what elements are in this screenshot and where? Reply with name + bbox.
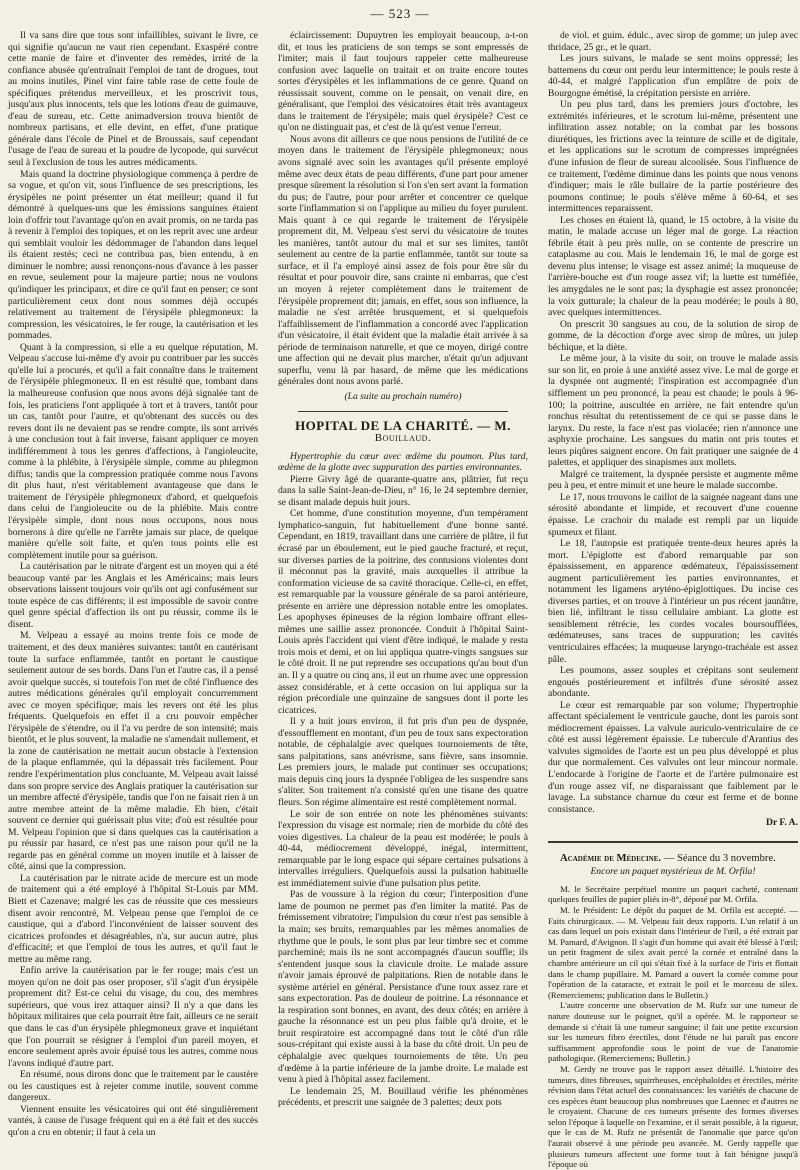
paragraph: M. le Secrétaire perpétuel montre un paquet cacheté, contenant quelques feuilles de papier pliés in-8°, déposé par M. Orfila. — [548, 883, 798, 905]
paragraph: L'autre concerne une observation de M. Rufz sur une tumeur de nature douteuse sur le poignet, qu'il a opérée. M. le rapporteur se demande si c'était là une tumeur sanguine; il fait une petite excursion sur les tumeurs fibro érectiles, dont l'étude ne lui paraît pas encore suffisamment approfondie sous le point de vue de l'anatomie pathologique. (Remerciemens; Bulletin.) — [548, 1000, 798, 1064]
academy-subtitle: Encore un paquet mystérieux de M. Orfila! — [590, 866, 756, 878]
academy-session: — Séance du 3 novembre. — [663, 852, 776, 864]
divider — [298, 411, 508, 412]
left-column — [8, 30, 258, 1156]
paragraph: Les poumons, assez souples et crépitans sont seulement engoués postérieurement et infiltrés d'une sérosité assez abondante. — [548, 665, 798, 700]
paragraph: Mais quand la doctrine physiologique commença à perdre de sa vogue, et qu'on vit, sous l'influence de ses prescriptions, les érysipèles ne point présenter un état meilleur; quand il fut démontré à quelques-uns que les émissions sanguines étaient loin d'offrir tout l'avantage qu'on en avait promis, on ne tarda pas à revenir à l'emploi des topiques, et on les reprit avec une ardeur qui semblait vouloir les dédommager de l'abandon dans lequel ils étaient restés; ceci ne contribua pas, bien entendu, à en diminuer le nombre; aussi renonçons-nous d'avance à les passer en revue, seulement pour la majeure partie; nous ne voulons qu'indiquer les principaux, et dire ce qu'il faut en penser; ce sont particulièrement ceux dont nous sommes déjà occupés relativement au traitement de l'érysipèle phlegmoneux: la compression, les vésicatoires, le fer rouge, la cautérisation et les pommades. — [8, 168, 258, 342]
continued-note: (La suite au prochain numéro) — [344, 390, 462, 402]
paragraph: de viol. et guim. édulc., avec sirop de gomme; un julep avec thridace, 25 gr., et le quart. — [548, 30, 798, 53]
paragraph: Le cœur est remarquable par son volume; l'hypertrophie affectant spécialement le ventricule gauche, dont les parois sont médiocrement épaisses. La valvule auriculo-ventriculaire de ce côté est aussi légèrement épaissie. Le tubercule d'Arantius des valvules sigmoïdes de l'aorte est un peu plus développé et plus dur que normalement. Ces valvules ont leur mincour normale. L'endocarde à l'origine de l'aorte et de l'artère pulmonaire est d'un rouge assez vif, ne disparaissant que faiblement par le lavage. La substance charnue du cœur est ferme et de bonne consistance. — [548, 699, 798, 815]
paragraph: Malgré ce traitement, la dyspnée persiste et augmente même peu à peu, et entre minuit et une heure le malade succombe. — [548, 468, 798, 492]
paragraph: Viennent ensuite les vésicatoires qui ont été singulièrement vantés, à cause de l'usage fréquent qui en a été fait et des succès qu'on a cru en obtenir; il faut à cela un — [8, 1103, 258, 1138]
paragraph: Les choses en étaient là, quand, le 15 octobre, à la visite du matin, le malade accuse un léger mal de gorge. La réaction fébrile était à peu près nulle, on se contente de prescrire un cataplasme au cou. Mais le lendemain 16, le mal de gorge est devenu plus intense; le visage est assez animé; la muqueuse de l'arrière-bouche est d'un rouge assez vif; la luette est tuméfiée, les amygdales ne le sont pas; la dysphagie est assez prononcée; la voix gutturale; la chaleur de la peau modérée; le pouls à 80, avec quelques intermittences. — [548, 214, 798, 319]
paragraph: La cautérisation par le nitrate acide de mercure est un mode de traitement qui a été employé à l'hôpital St-Louis par MM. Biett et Cazenave; malgré les cas de réussite que ces messieurs disent avoir rencontré, M. Velpeau pense que l'emploi de ce caustique, qui a d'abord l'inconvénient de laisser souvent des cicatrices profondes et désagréables, n'a, sur aucun autre, plus d'efficacité; et que l'emploi de tous les autres, et qu'il faut le mettre au même rang. — [8, 872, 258, 965]
paragraph: Quant à la compression, si elle a eu quelque réputation, M. Velpeau s'accuse lui-même d'y avoir pu contribuer par les succès qu'elle lui a procurés, et qu'il a fait connaître dans le traitement de l'érysipèle phlegmoneux. Il en est résulté que, tombant dans la malheureuse confusion que nous avons déjà signalée tant de fois, les praticiens l'ont appliquée à tort et à travers, tantôt pour un cas, tantôt pour l'autre, et qu'obtenant des succès ou des revers dont ils ne devaient pas se rendre compte, ils sont arrivés à une conclusion tout à fait inverse, faisant appliquer ce moyen indifféremment à tous les genres d'affections, à l'angioleucite, comme à la phlébite, à l'érysipèle simple, comme au phlegmon diffus; tandis que la compression pratiquée comme nous l'avons dit plus haut, n'est véritablement avantageuse que dans le traitement de l'érysipèle phlegmoneux d'abord, et quelquefois dans celui de l'angioleucite ou de la phlébite. Mais contre l'érysipèle simple, dont nous nous occupons, nous nous bornerons à dire qu'elle ne l'arrête jamais sur place, de quelque manière qu'elle soit faite, et qu'en tous points elle est complètement inutile pour sa guérison. — [8, 341, 258, 561]
section-title-text: HOPITAL DE LA CHARITÉ. — M. — [295, 417, 511, 433]
paragraph: Le 17, nous trouvons le caillot de la saignée nageant dans une sérosité abondante et limpide, et recouvert d'une couenne épaisse. Le crachoir du malade est rempli par un liquide spumeux et filant. — [548, 491, 798, 538]
signature: Dr F. A. — [766, 817, 798, 829]
paragraph: Le 18, l'autopsie est pratiquée trente-deux heures après la mort. L'épiglotte est d'abord remarquable par son épaississement, en apparence œdémateux, l'épaississement augment particulièrement les parties environnantes, et notamment les ligamens aryténo-épiglottiques. Du incise ces diverses parties, et on trouve à l'intérieur un pus récent jaunâtre, bien lié, infiltrant le tissu cellulaire ambiant. La glotte est sensiblement rétrécie, les cordes vocales boursoufflées, œdémateuses, sans traces de suppuration; les cavités ventriculaires effacées; la muqueuse laryngo-trachéale est assez pâle. — [548, 538, 798, 665]
paragraph: Un peu plus tard, dans les premiers jours d'octobre, les extrémités inférieures, et le scrotum lui-même, présentent une infiltration assez notable; on la combat par les bossons diurétiques, les frictions avec la teinture de scille et de digitale, et les applications sur le scrotum de compresses imprégnées d'une infusion de fleur de sureau alcoolisée. Sous l'influence de ce traitement, l'œdème diminue dans les points que nous venons d'indiquer; mais le râle bullaire de la partie postérieure des poumons continue; le pouls s'élève même à 60-64, et ses intermittences reparaissent. — [548, 99, 798, 215]
paragraph: Nous avons dit ailleurs ce que nous pensions de l'utilité de ce moyen dans le traitement de l'érysipèle phlegmoneux; nous avons signalé avec soin les avantages qu'il présente employé même avec deux états de peau différents, d'une part pour amener presque sûrement la résolution si l'on s'en sert avant la formation du pus; de l'autre, pour pour arrêter et concentrer ce quelque sorte l'inflammation si on l'applique au milieu du foyer purulent. Mais quant à ce qui regarde le traitement de l'érysipèle proprement dit, M. Velpeau s'est servi du vésicatoire de toutes les manières, tantôt autour du mal et sur ses limites, tantôt seulement au centre de la partie enflammée, tantôt sur toute sa surface, et il l'a employé ainsi assez de fois pour être sûr du résultat et pour pouvoir dire, sans crainte ni embarras, que c'est un moyen à rejeter complètement dans le traitement de l'érysipèle proprement dit; jamais, en effet, sous son influence, la maladie ne s'est arrêtée brusquement, et si quelquefois l'affaiblissement de l'inflammation a concordé avec l'application d'un vésicatoire, il était évident que la maladie était arrivée à sa période de terminaison naturelle, et que ce moyen, dirigé contre une affection qui ne devait plus marcher, n'était qu'un adjuvant superflu, venu là par hasard, de même que les médications générales dont nous avons parlé. — [278, 133, 528, 388]
academy-title: Académie de Médecine. — [560, 852, 662, 864]
paragraph: Les jours suivans, le malade se sent moins oppressé; les battemens du cœur ont perdu leur intermittence; le pouls reste à 40-44, et malgré l'application d'un emplâtre de poix de Bourgogne émétisé, la crépitation persiste en arrière. — [548, 53, 798, 99]
paragraph: Il va sans dire que tous sont infaillibles, suivant le livre, ce qui signifie qu'aucun ne vaut rien cependant. Exaspéré contre cette manie de faire et d'inventer des remèdes, irrité de la confiance abusée qu'entraînait l'emploi de tant de drogues, tout au moins inutiles, Pinel vint faire table rase de cette foule de spécifiques prétendus merveilleux, et les proscrivit tous, jusqu'aux plus innocents, tels que les lotions d'eau de guimauve, d'eau de sureau, etc. Cette animadversion trouva bientôt de nombreux partisans, et elle devint, en effet, d'une pratique générale dans l'école de Pinel et de Broussais, sauf cependant l'usage de l'eau de sureau et la poudre de lycopode, qui survécut seul à l'exclusion de tous les autres médicaments. — [8, 30, 258, 169]
paragraph: Le soir de son entrée on note les phénomènes suivants: l'expression du visage est normale; rien de morbide du côté des voies digestives. La chaleur de la peau est modérée; le pouls à 40-44, médiocrement développé, inégal, intermittent, remarquable par le long espace qui sépare certaines pulsations à intervalles irréguliers. Quelquefois aussi la pulsation habituelle est immédiatement suivie d'une pulsation plus petite. — [278, 808, 528, 889]
divider — [548, 841, 798, 843]
paragraph: M. Velpeau a essayé au moins trente fois ce mode de traitement, et des deux manières suivantes: tantôt en cautérisant toute la surface enflammée, tantôt en portant le caustique seulement autour de ses bords. Dans l'un et l'autre cas, il a pensé avoir quelque succès, si toutefois l'on met de côté l'influence des autres médications générales qu'il employait concurremment avec ce moyen spécifique; mais les revers ont été les plus fréquents. Quelquefois en effet il a cru pouvoir empêcher l'érysipèle de s'étendre, ou il l'a vu perdre de son intensité; mais bientôt, et le plus souvent, la maladie ne s'amendait nullement, et la zone de cautérisation ne mettait aucun obstacle à l'extension de la plaque enflammée, qui la dépassait très facilement. Pour rendre l'expérimentation plus concluante, M. Velpeau avait laissé dans son propre service des Anglais pratiquer la cautérisation sur un membre affecté d'érysipèle, tandis que l'on ne faisait rien à un autre membre atteint de la même maladie. Eh bien, c'était souvent ce dernier qui guérissait plus vite; d'où est résultée pour M. Velpeau l'opinion que si dans quelques cas la cautérisation a pu réussir par hasard, ce n'est pas une raison pour qu'il ne la regarde pas en général comme un moyen inutile et à laisser de côté, ainsi que la compression. — [8, 630, 258, 873]
middle-column — [278, 30, 528, 1156]
right-column — [548, 30, 798, 1170]
paragraph: Cet homme, d'une constitution moyenne, d'un tempérament lymphatico-sanguin, fut habituellement d'une bonne santé. Cependant, en 1819, travaillant dans une carrière de plâtre, il fut écrasé par un éboulement, eut le pied gauche fracturé, et reçut, sur diverses parties de la poitrine, des contusions violentes dont il méconnut pas la gravité, mais auxquelles il attribue la conformation vicieuse de sa cavité thoracique. Celle-ci, en effet, est remarquable par la voussure générale de sa paroi antérieure, présente en arrière une dépression notable entre les omoplates. Les apophyses épineuses de la région lombaire offrant elles-mêmes une saillie assez prononcée. Conduit à l'hôpital Saint-Louis après l'accident qui vient d'être indiqué, le malade y resta trois mois et demi, et on lui appliqua quatre-vingts sangsues sur le côté droit. Il ne put reprendre ses occupations qu'au bout d'un an. Il y a quatre ou cinq ans, il eut un rhume avec une oppression assez considérable, et à cette occasion on lui appliqua sur la région précordiale une quinzaine de sangsues dont il porte les cicatrices. — [278, 508, 528, 716]
paragraph: La cautérisation par le nitrate d'argent est un moyen qui a été beaucoup vanté par les Anglais et les Américains; mais leurs observations laissent toujours voir qu'ils ont agi confusément sur toute espèce de cas différents; il est impossible de savoir contre quel genre spécial d'affection ils ont pu réussir, comme ils le disent. — [8, 561, 258, 630]
paragraph: M. Gerdy ne trouve pas le rapport assez détaillé. L'histoire des tumeurs, dites fibreuses, squirrheuses, encéphaloïdes et érectiles, mérite révision dans l'état actuel des connaissances: les variétés de chacune de ces espèces étant beaucoup plus nombreuses que Laennec et d'autres ne le croyaient. Chacune de ces tumeurs présente des formes diverses selon l'époque à laquelle on l'examine, et il serait possible, à la rigueur, que le cas de M. Rufz ne présentât de l'anomalie que parce qu'on l'aurait observé à une période peu avancée. M. Gerdy rappelle que plusieurs tumeurs affectent une forme tout à fait bénigne jusqu'à l'époque où — [548, 1063, 798, 1170]
paragraph: Le lendemain 25, M. Bouillaud vérifie les phénomènes précédents, et prescrit une saignée de 3 palettes; deux pots — [278, 1085, 528, 1109]
academy-heading — [548, 853, 798, 865]
paragraph: éclaircissement: Dupuytren les employait beaucoup, a-t-on dit, et tous les praticiens de son temps se sont empressés de l'imiter; mais il faut toujours rappeler cette malheureuse confusion avec laquelle on traitait et on traite encore toutes sortes d'érysipèles et les inflammations de ce genre. Quand on réussissait souvent, comme on le pensait, on venait dire, en généralisant, que l'emploi des vésicatoires était très avantageux dans le traitement de l'érysipèle; mais quel érysipèle? C'est ce qu'on ne distinguait pas, et c'est de là qu'est venue l'erreur. — [278, 30, 528, 134]
paragraph: On prescrit 30 sangsues au cou, de la solution de sirop de gomme, de la décoction d'orge avec sirop de mûres, un julep béchique, et la diète. — [548, 318, 798, 353]
paragraph: Pas de voussure à la région du cœur; l'interposition d'une lame de poumon ne permet pas d'en limiter la matité. Pas de frémissement vibratoire; l'impulsion du cœur n'est pas sensible à la main; ses bruits, remarquables par les mêmes anomalies de rhythme que le pouls, le sont plus par leur timbre sec et comme parcheminé; mais ils ne sont accompagnés d'aucun souffle; ils s'entendent jusque sous la clavicule droite. Le malade assure n'avoir jamais éprouvé de palpitations. Rien de notable dans le système artériel en général. Persistance d'une toux assez rare et sans expectoration. Pas de douleur de poitrine. La résonnance et la respiration sont bonnes, en avant, des deux côtés; en arrière à gauche la résonnance est un peu plus faible qu'à droite, et le bruit respiratoire est accompagné dans tout le côté d'un râle sous-crépitant qui existe aussi à la base du côté droit. Un peu de céphalalgie avec quelques tournoiements de tête. Un peu d'œdème à la partie inférieure de la jambe droite. Le malade est venu à pied à l'hôpital assez facilement. — [278, 889, 528, 1086]
paragraph: En résumé, nous dirons donc que le traitement par le caustère ou les caustiques est à rejeter comme inutile, souvent comme dangereux. — [8, 1069, 258, 1104]
paragraph: Il y a huit jours environ, il fut pris d'un peu de dyspnée, d'essoufflement en montant, d'un peu de toux sans expectoration notable, de céphalalgie avec quelques tournoiements de tête, sans palpitations, sans anévrisme, sans fièvre, sans insomnie. Les premiers jours, le malade put continuer ses occupations; mais depuis cinq jours la dyspnée l'obligea de les suspendre sans s'aliter. Son traitement n'a consisté qu'en une tisane des quatre fleurs. Son régime alimentaire est resté complètement normal. — [278, 716, 528, 808]
section-author: Bouillaud. — [374, 432, 432, 445]
paragraph: Enfin arrive la cautérisation par le fer rouge; mais c'est un moyen qu'on ne doit pas oser proposer, s'il s'agit d'un érysipèle proprement dit? Est-ce celui du visage, du cou, des membres supérieurs, que vous irez attaquer ainsi? Il n'y a que dans les hôpitaux militaires que cela pourrait être fait, ailleurs ce ne serait que dans le cas d'un érysipèle phlegmoneux grave et inquiétant que l'on pourrait se résigner à l'emploi d'un pareil moyen, et encore seulement après avoir épuisé tous les autres, comme nous l'avons indiqué d'autre part. — [8, 965, 258, 1069]
page-number: — 523 — — [370, 6, 430, 21]
section-title — [278, 417, 528, 445]
paragraph: Le même jour, à la visite du soir, on trouve le malade assis sur son lit, en proie à une anxiété assez vive. Le mal de gorge et la dyspnée ont augmenté; l'inspiration est accompagnée d'un sifflement un peu prononcé, la peau est chaude; le pouls à 96-100; la poitrine, auscultée en arrière, ne fait entendre qu'un ronchus résultat du retentissement de ce qui se passe dans le larynx. Du reste, la face n'est pas violacée; rien n'annonce une asphyxie prochaine. Les sangsues du matin ont pris toutes et leurs piqûres saignent encore. On fait pratiquer une saignée de 4 palettes, et appliquer des sinapismes aux mollets. — [548, 353, 798, 469]
paragraph: M. le Président: Le dépôt du paquet de M. Orfila est accepté. — Faits chirurgicaux. — M. Velpeau fait deux rapports. L'un relatif à un cas dans lequel un pois existait dans l'intérieur de l'œil, a été extrait par M. Pamard, d'Avignon. Il s'agit d'un homme qui avait été blessé à l'œil; un petit fragment de silex avait percé la cornée et entraîné dans la chambre antérieure un cil qui s'était fixé à la surface de l'iris et flottait dans le champ pupillaire. M. Pamard a ouvert la cornée comme pour l'opération de la cataracte, et extrait le poil et le morceau de silex. (Remerciemens; publication dans le Bulletin.) — [548, 905, 798, 1000]
case-title: Hypertrophie du cœur avec œdème du poumon. Plus tard, œdème de la glotte avec suppuration des parties environnantes. — [278, 450, 528, 474]
paragraph: Pierre Givry âgé de quarante-quatre ans, plâtrier, fut reçu dans la salle Saint-Jean-de-Dieu, n° 16, le 24 septembre dernier, se disant malade depuis huit jours. — [278, 473, 528, 508]
